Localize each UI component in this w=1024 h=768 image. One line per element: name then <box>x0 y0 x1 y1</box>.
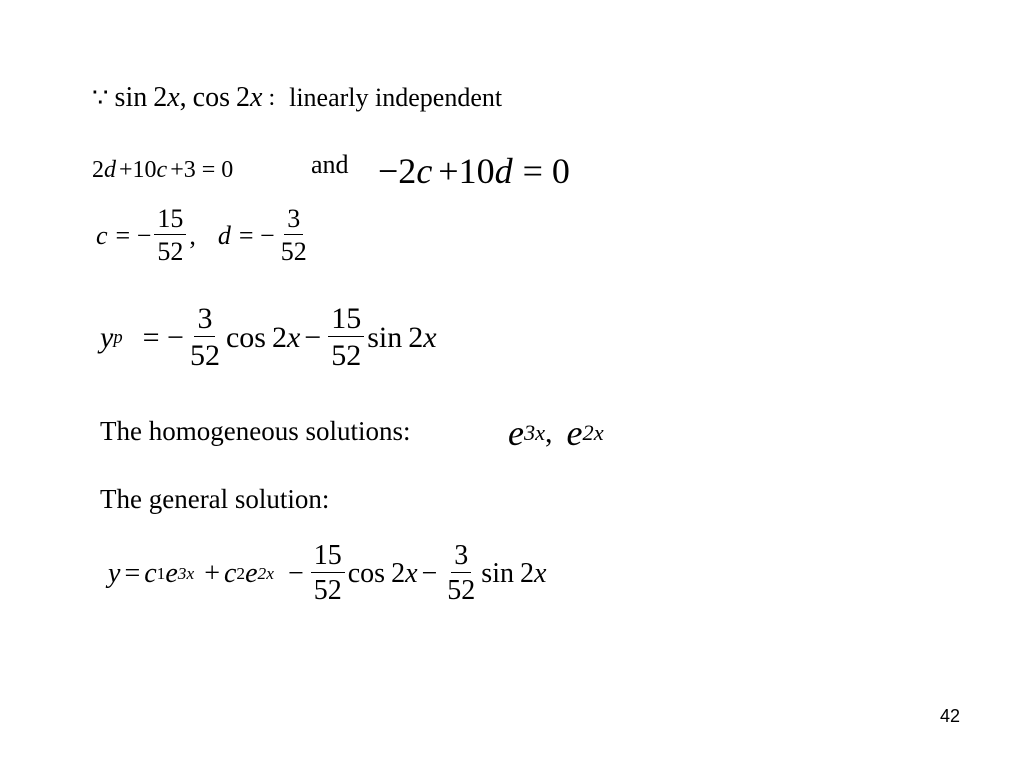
var-x: x <box>167 82 180 113</box>
exp-e: e <box>508 413 524 453</box>
homogeneous-solutions <box>508 412 604 454</box>
coef: 2 <box>519 557 534 589</box>
denominator: 52 <box>157 237 184 266</box>
equals: = <box>124 557 141 589</box>
minus: − <box>304 320 322 354</box>
page-number: 42 <box>940 706 961 726</box>
fraction-c <box>154 206 186 265</box>
term: 2 <box>92 157 104 183</box>
numerator: 3 <box>284 206 303 235</box>
term: +3 = 0 <box>170 157 234 183</box>
denominator: 52 <box>189 339 220 372</box>
equation-1 <box>92 157 233 184</box>
cos-fn: cos <box>347 557 386 589</box>
var-c: c <box>416 151 433 191</box>
var-c: c <box>96 220 108 250</box>
term: +10 <box>438 151 495 191</box>
equals-minus: = − <box>142 320 184 354</box>
exp-e: e <box>566 413 583 453</box>
var-x: x <box>423 320 437 354</box>
colon: : <box>268 84 276 111</box>
general-solution-label: The general solution: <box>100 484 330 514</box>
cos-fn: cos <box>225 320 266 354</box>
numerator: 15 <box>328 304 364 337</box>
fraction-2 <box>328 304 364 371</box>
equals-minus: = − <box>115 220 152 250</box>
fraction-d <box>278 206 310 265</box>
var-c1: c <box>144 557 157 589</box>
sin-fn: sin <box>114 82 148 113</box>
cos-fn: cos <box>192 82 230 113</box>
var-c2: c <box>223 557 237 589</box>
coef: 2 <box>153 82 168 113</box>
var-c: c <box>156 157 168 183</box>
var-d: d <box>494 151 513 191</box>
term: +10 <box>119 157 157 183</box>
numerator: 15 <box>154 206 186 235</box>
because-symbol: ∵ <box>92 83 109 112</box>
and-word: and <box>311 150 349 179</box>
exponent: 3x <box>177 563 195 583</box>
minus: − <box>421 557 438 589</box>
exponent: 3x <box>523 420 546 445</box>
exp-e: e <box>245 557 258 589</box>
var-x: x <box>286 320 301 354</box>
exp-e: e <box>165 557 178 589</box>
coefficients-cd <box>96 206 313 265</box>
equation-2 <box>378 150 570 192</box>
line-1-independence <box>92 82 502 114</box>
coef: 2 <box>408 320 424 354</box>
denominator: 52 <box>313 575 342 606</box>
comma: , <box>189 220 196 250</box>
var-x: x <box>250 82 263 113</box>
numerator: 3 <box>194 304 215 337</box>
var-x: x <box>533 557 547 589</box>
denominator: 52 <box>447 575 476 606</box>
var-x: x <box>405 557 418 589</box>
var-d: d <box>217 220 231 250</box>
sin-fn: sin <box>481 557 514 589</box>
var-d: d <box>104 157 116 183</box>
particular-solution <box>100 304 437 371</box>
denominator: 52 <box>331 339 362 372</box>
comma: , <box>179 82 187 113</box>
equals-minus: = − <box>238 220 275 250</box>
fraction-1 <box>187 304 223 371</box>
fraction-1 <box>311 542 345 605</box>
exponent: 2x <box>582 420 604 445</box>
coef: 2 <box>271 320 287 354</box>
numerator: 3 <box>451 542 471 573</box>
denominator: 52 <box>280 237 307 266</box>
plus: + <box>204 557 220 589</box>
term: −2 <box>378 151 417 191</box>
var-y: y <box>108 557 121 589</box>
general-solution: y = c 1 e 3x + c 2 e 2x − $\frac{15}{52}$ cos 2 x − $\frac{3}{52}$ sin 2 x <box>108 540 547 606</box>
exponent: 2x <box>257 563 274 583</box>
minus: − <box>287 557 304 589</box>
independence-text: linearly independent <box>289 83 503 112</box>
var-y: y <box>100 320 114 354</box>
coef: 2 <box>236 82 250 113</box>
numerator: 15 <box>311 542 345 573</box>
subscript-p: p <box>113 326 123 348</box>
comma: , <box>545 416 553 449</box>
term: = 0 <box>522 151 570 191</box>
coef: 2 <box>391 557 406 589</box>
sin-fn: sin <box>367 320 403 354</box>
homogeneous-label: The homogeneous solutions: <box>100 416 411 446</box>
fraction-2 <box>444 542 478 605</box>
